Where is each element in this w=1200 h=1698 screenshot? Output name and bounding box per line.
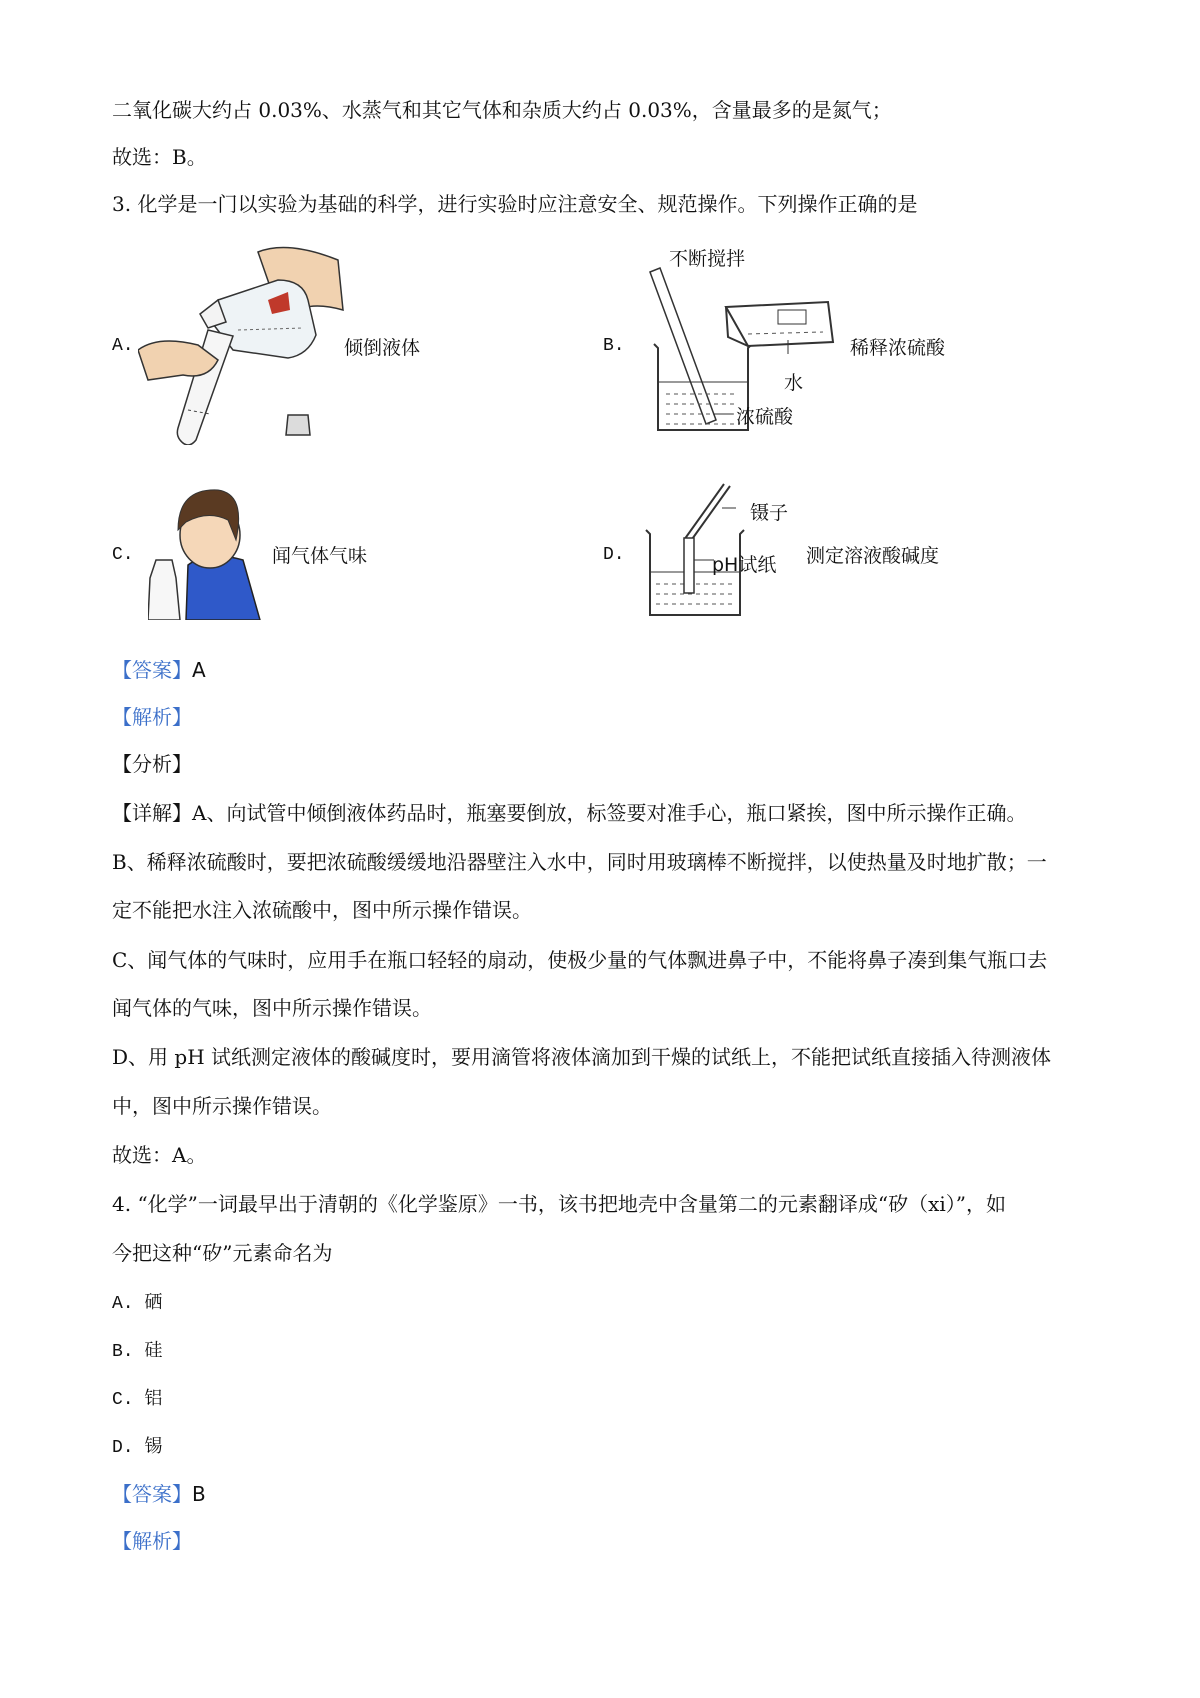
q3-detail-line: B、稀释浓硫酸时，要把浓硫酸缓缓地沿器壁注入水中，同时用玻璃棒不断搅拌，以使热量及时地扩散；一 [112,850,1047,874]
q3-detail-line: 【详解】A、向试管中倾倒液体药品时，瓶塞要倒放，标签要对准手心，瓶口紧挨，图中所示操作正确。 [112,801,1027,825]
q3-analysis-label: 【解析】 [112,705,192,729]
q4-option-d: D. 锡 [112,1438,163,1458]
option-d-letter: D. [603,545,625,565]
q3-detail-line: 中，图中所示操作错误。 [112,1094,332,1118]
q3-detail-line: 闻气体的气味，图中所示操作错误。 [112,996,432,1020]
option-a-letter: A. [112,336,134,356]
answer-value: A [192,658,206,682]
option-b-letter: B. [603,336,625,356]
q4-option-a: A. 硒 [112,1294,163,1314]
label-water: 水 [784,372,804,394]
q3-detail-line: D、用 pH 试纸测定液体的酸碱度时，要用滴管将液体滴加到干燥的试纸上，不能把试纸直接插入待测液体 [112,1045,1051,1069]
question-4-stem-1: 4. “化学”一词最早出于清朝的《化学鉴原》一书，该书把地壳中含量第二的元素翻译成“矽（xi）”，如 [112,1192,1007,1216]
option-b-caption: 稀释浓硫酸 [850,337,946,359]
q4-analysis-label: 【解析】 [112,1529,192,1553]
pour-liquid-figure [138,240,348,445]
q4-answer [112,1480,206,1508]
q3-detail-line: C、闻气体的气味时，应用手在瓶口轻轻的扇动，使极少量的气体飘进鼻子中，不能将鼻子凑到集气瓶口去 [112,948,1048,972]
q3-answer [112,656,206,684]
option-c-letter: C. [112,545,134,565]
label-stir: 不断搅拌 [669,248,746,270]
q3-detail-line: 故选：A。 [112,1143,207,1167]
q3-detail-line: 定不能把水注入浓硫酸中，图中所示操作错误。 [112,898,532,922]
q4-option-c: C. 铝 [112,1390,163,1410]
label-tweezers: 镊子 [750,502,789,524]
q3-fenxi-label: 【分析】 [112,752,192,776]
intro-line-1: 二氧化碳大约占 0.03%、水蒸气和其它气体和杂质大约占 0.03%，含量最多的是氮气； [112,98,892,122]
answer-label: 【答案】 [112,658,192,682]
intro-line-2: 故选：B。 [112,145,207,169]
label-ph-paper: pH试纸 [712,554,777,576]
option-d-caption: 测定溶液酸碱度 [806,545,940,567]
label-acid: 浓硫酸 [736,406,794,428]
question-4-stem-2: 今把这种“矽”元素命名为 [112,1241,333,1265]
answer-label: 【答案】 [112,1482,192,1506]
q4-option-b: B. 硅 [112,1342,163,1362]
answer-value: B [192,1482,206,1506]
smell-gas-figure [148,480,268,620]
option-c-caption: 闻气体气味 [272,545,368,567]
option-a-caption: 倾倒液体 [344,337,421,359]
question-3-stem: 3. 化学是一门以实验为基础的科学，进行实验时应注意安全、规范操作。下列操作正确的是 [112,192,918,216]
